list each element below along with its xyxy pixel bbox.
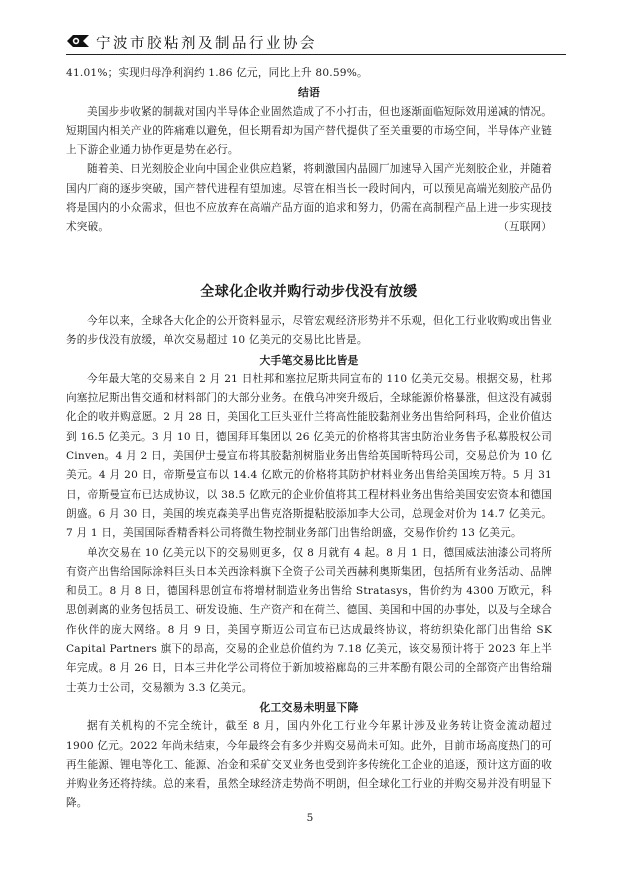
section-2-paragraph-1: 据有关机构的不完全统计，截至 8 月，国内外化工行业今年累计涉及业务转让资金流动超过 1900 亿元。2022 年尚未结束，今年最终会有多少并购交易尚未可知。此外，目前市场高度热门的可再生能源、锂电等化工、能源、冶金和采矿交叉业务也受到许多传统化工企业的追逐，预计这方面的收并购业务还将持续。总的来看，虽然全球经济走势尚不明朗，但全球化工行业的并购交易并没有明显下降。	[66, 720, 552, 810]
conclusion-heading: 结语	[298, 86, 320, 100]
source-note: （互联网）	[498, 221, 552, 234]
page-header	[66, 30, 566, 56]
article-body	[66, 312, 552, 814]
section-1-paragraph-2: 单次交易在 10 亿美元以下的交易则更多，仅 8 月就有 4 起。8 月 1 日，德国威法油漆公司将所有资产出售给国际涂料巨头日本关西涂料旗下全资子公司关西赫利奥斯集团，包括所有业务活动、品牌和员工。8 月 8 日，德国科思创宣布将增材制造业务出售给 Stratasys，售价约为 4300 万欧元，科思创剥离的业务包括员工、研发设施、生产资产和在荷兰、德国、美国和中国的办事处，以及与全球合作伙伴的庞大网络。8 月 9 日，美国亨斯迈公司宣布已达成最终协议，将纺织染化部门出售给 SK Capital Partners 旗下的昂高，交易的企业总价值约为 7.18 亿美元，该交易预计将于 2023 年上半年完成。8 月 26 日，日本三井化学公司将位于新加坡裕廊岛的三井苯酚有限公司的全部资产出售给瑞士英力士公司，交易额为 3.3 亿美元。	[66, 546, 552, 694]
conclusion-paragraph-2	[66, 160, 552, 237]
conclusion-section	[66, 64, 552, 238]
carry-over-line: 41.01%；实现归母净利润约 1.86 亿元，同比上升 80.59%。	[66, 67, 368, 79]
article-intro: 今年以来，全球各大化企的公开资料显示，尽管宏观经济形势并不乐观，但化工行业收购或出售业务的步伐没有放缓，单次交易超过 10 亿美元的交易比比皆是。	[66, 315, 552, 347]
page-number: 5	[306, 812, 314, 824]
section-heading-no-decline: 化工交易未明显下降	[259, 700, 359, 714]
header-title: 宁波市胶粘剂及制品行业协会	[96, 36, 317, 52]
conclusion-paragraph-2-text: 随着美、日光刻胶企业向中国企业供应趋紧，将刺激国内晶圆厂加速导入国产光刻胶企业，并随着国内厂商的逐步突破，国产替代进程有望加速。尽管在相当长一段时间内，可以预见高端光刻胶产品仍将是国内的小众需求，但也不应放弃在高端产品方面的追求和努力，仍需在高制程产品上进一步实现技术突破。	[66, 163, 552, 234]
section-1-paragraph-1: 今年最大笔的交易来自 2 月 21 日杜邦和塞拉尼斯共同宣布的 110 亿美元交易。根据交易，杜邦向塞拉尼斯出售交通和材料部门的大部分业务。在俄乌冲突升级后，全球能源价格暴涨，但这没有减弱化企的收并购意愿。2 月 28 日，美国化工巨头亚什兰将高性能胶黏剂业务出售给阿科玛，企业价值达到 16.5 亿美元。3 月 10 日，德国拜耳集团以 26 亿美元的价格将其害虫防治业务售予私募股权公司 Cinven。4 月 2 日，美国伊士曼宣布将其胶黏剂树脂业务出售给英国昕特玛公司，交易总价为 10 亿美元。4 月 20 日，帝斯曼宣布以 14.4 亿欧元的价格将其防护材料业务出售给美国埃万特。5 月 31 日，帝斯曼宣布已达成协议，以 38.5 亿欧元的企业价值将其工程材料业务出售给美国安宏资本和德国朗盛。6 月 30 日，美国的埃克森美孚出售克洛斯提粘胶添加李大公司，总现金对价为 14.7 亿美元。7 月 1 日，美国国际香精香料公司将微生物控制业务部门出售给朗盛，交易作价约 13 亿美元。	[66, 372, 552, 540]
section-heading-big-deals: 大手笔交易比比皆是	[259, 353, 359, 367]
header-rule	[66, 54, 566, 55]
association-logo-icon	[66, 32, 90, 50]
conclusion-paragraph-1: 美国步步收紧的制裁对国内半导体企业固然造成了不小打击，但也逐渐面临短际效用递减的情况。短期国内相关产业的阵痛难以避免，但长期看却为国产替代提供了至关重要的市场空间，半导体产业链上下游企业通力协作更是势在必行。	[66, 105, 552, 157]
article-title: 全球化企收并购行动步伐没有放缓	[200, 284, 418, 300]
